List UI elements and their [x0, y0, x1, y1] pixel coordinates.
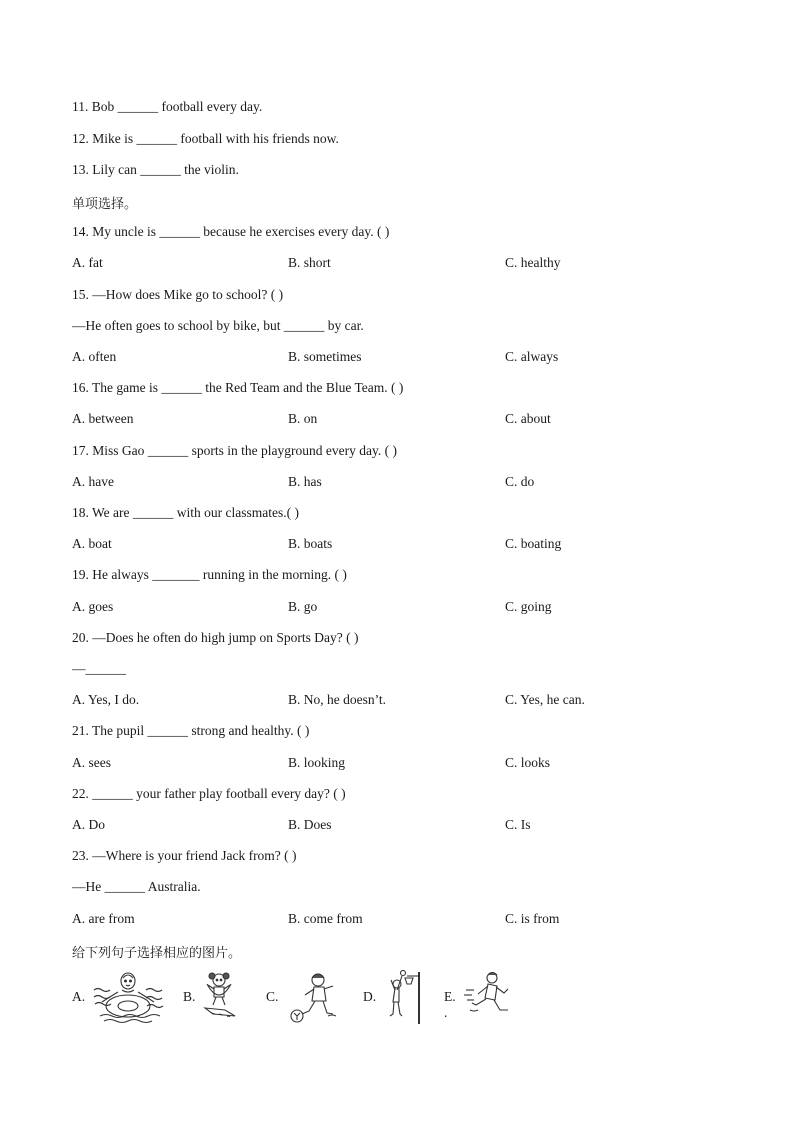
- picture-d-label: D.: [363, 989, 377, 1004]
- picture-options: [72, 970, 532, 1024]
- picture-b-label: B.: [183, 989, 196, 1004]
- question-20-stem: 20. —Does he often do high jump on Sports Day? ( ): [72, 630, 359, 645]
- question-23-stem-answer: —He ______ Australia.: [72, 879, 201, 894]
- option-c: C. Is: [505, 817, 531, 832]
- section-heading-single-choice: 单项选择。: [72, 197, 138, 212]
- question-14-stem: 14. My uncle is ______ because he exercises every day. ( ): [72, 224, 390, 239]
- question-18-stem: 18. We are ______ with our classmates.( ): [72, 505, 299, 520]
- option-b: B. has: [288, 474, 322, 489]
- question-12: 12. Mike is ______ football with his friends now.: [72, 131, 339, 146]
- option-b: B. boats: [288, 536, 333, 551]
- question-22-stem: 22. ______ your father play football every day? ( ): [72, 786, 346, 801]
- option-a: A. fat: [72, 255, 103, 270]
- option-a: A. have: [72, 474, 114, 489]
- option-a: A. boat: [72, 536, 112, 551]
- option-a: A. between: [72, 411, 134, 426]
- question-11: 11. Bob ______ football every day.: [72, 99, 263, 114]
- option-b: B. Does: [288, 817, 332, 832]
- option-c: C. boating: [505, 536, 562, 551]
- question-15-stem-answer: —He often goes to school by bike, but ______ by car.: [72, 318, 364, 333]
- picture-a-label: A.: [72, 989, 86, 1004]
- picture-e-label: E. .: [444, 989, 456, 1020]
- option-c: C. always: [505, 349, 559, 364]
- option-b: B. come from: [288, 911, 363, 926]
- question-23-stem: 23. —Where is your friend Jack from? ( ): [72, 848, 297, 863]
- option-b: B. short: [288, 255, 331, 270]
- question-17-stem: 17. Miss Gao ______ sports in the playground every day. ( ): [72, 443, 397, 458]
- option-a: A. Yes, I do.: [72, 692, 140, 707]
- picture-c-label: C.: [266, 989, 279, 1004]
- option-b: B. go: [288, 599, 318, 614]
- option-a: A. sees: [72, 755, 111, 770]
- option-c: C. healthy: [505, 255, 561, 270]
- option-c: C. about: [505, 411, 551, 426]
- option-c: C. do: [505, 474, 535, 489]
- basketball-picture-icon: [383, 970, 425, 1024]
- option-a: A. Do: [72, 817, 105, 832]
- skipping-picture-icon: [203, 970, 247, 1024]
- option-b: B. looking: [288, 755, 346, 770]
- question-20-stem-answer: —______: [72, 661, 126, 676]
- option-a: A. often: [72, 349, 117, 364]
- question-21-stem: 21. The pupil ______ strong and healthy. ( ): [72, 723, 310, 738]
- option-a: A. are from: [72, 911, 135, 926]
- section-heading-pictures: 给下列句子选择相应的图片。: [72, 946, 242, 961]
- option-c: C. Yes, he can.: [505, 692, 585, 707]
- option-c: C. going: [505, 599, 552, 614]
- option-b: B. No, he doesn’t.: [288, 692, 386, 707]
- question-16-stem: 16. The game is ______ the Red Team and the Blue Team. ( ): [72, 380, 404, 395]
- question-19-stem: 19. He always _______ running in the morning. ( ): [72, 567, 347, 582]
- football-picture-icon: [288, 970, 342, 1024]
- question-15-stem: 15. —How does Mike go to school? ( ): [72, 287, 284, 302]
- option-b: B. on: [288, 411, 318, 426]
- running-picture-icon: [464, 970, 514, 1024]
- option-b: B. sometimes: [288, 349, 362, 364]
- option-a: A. goes: [72, 599, 114, 614]
- option-c: C. looks: [505, 755, 551, 770]
- option-c: C. is from: [505, 911, 560, 926]
- question-13: 13. Lily can ______ the violin.: [72, 162, 239, 177]
- swimming-picture-icon: [92, 970, 164, 1024]
